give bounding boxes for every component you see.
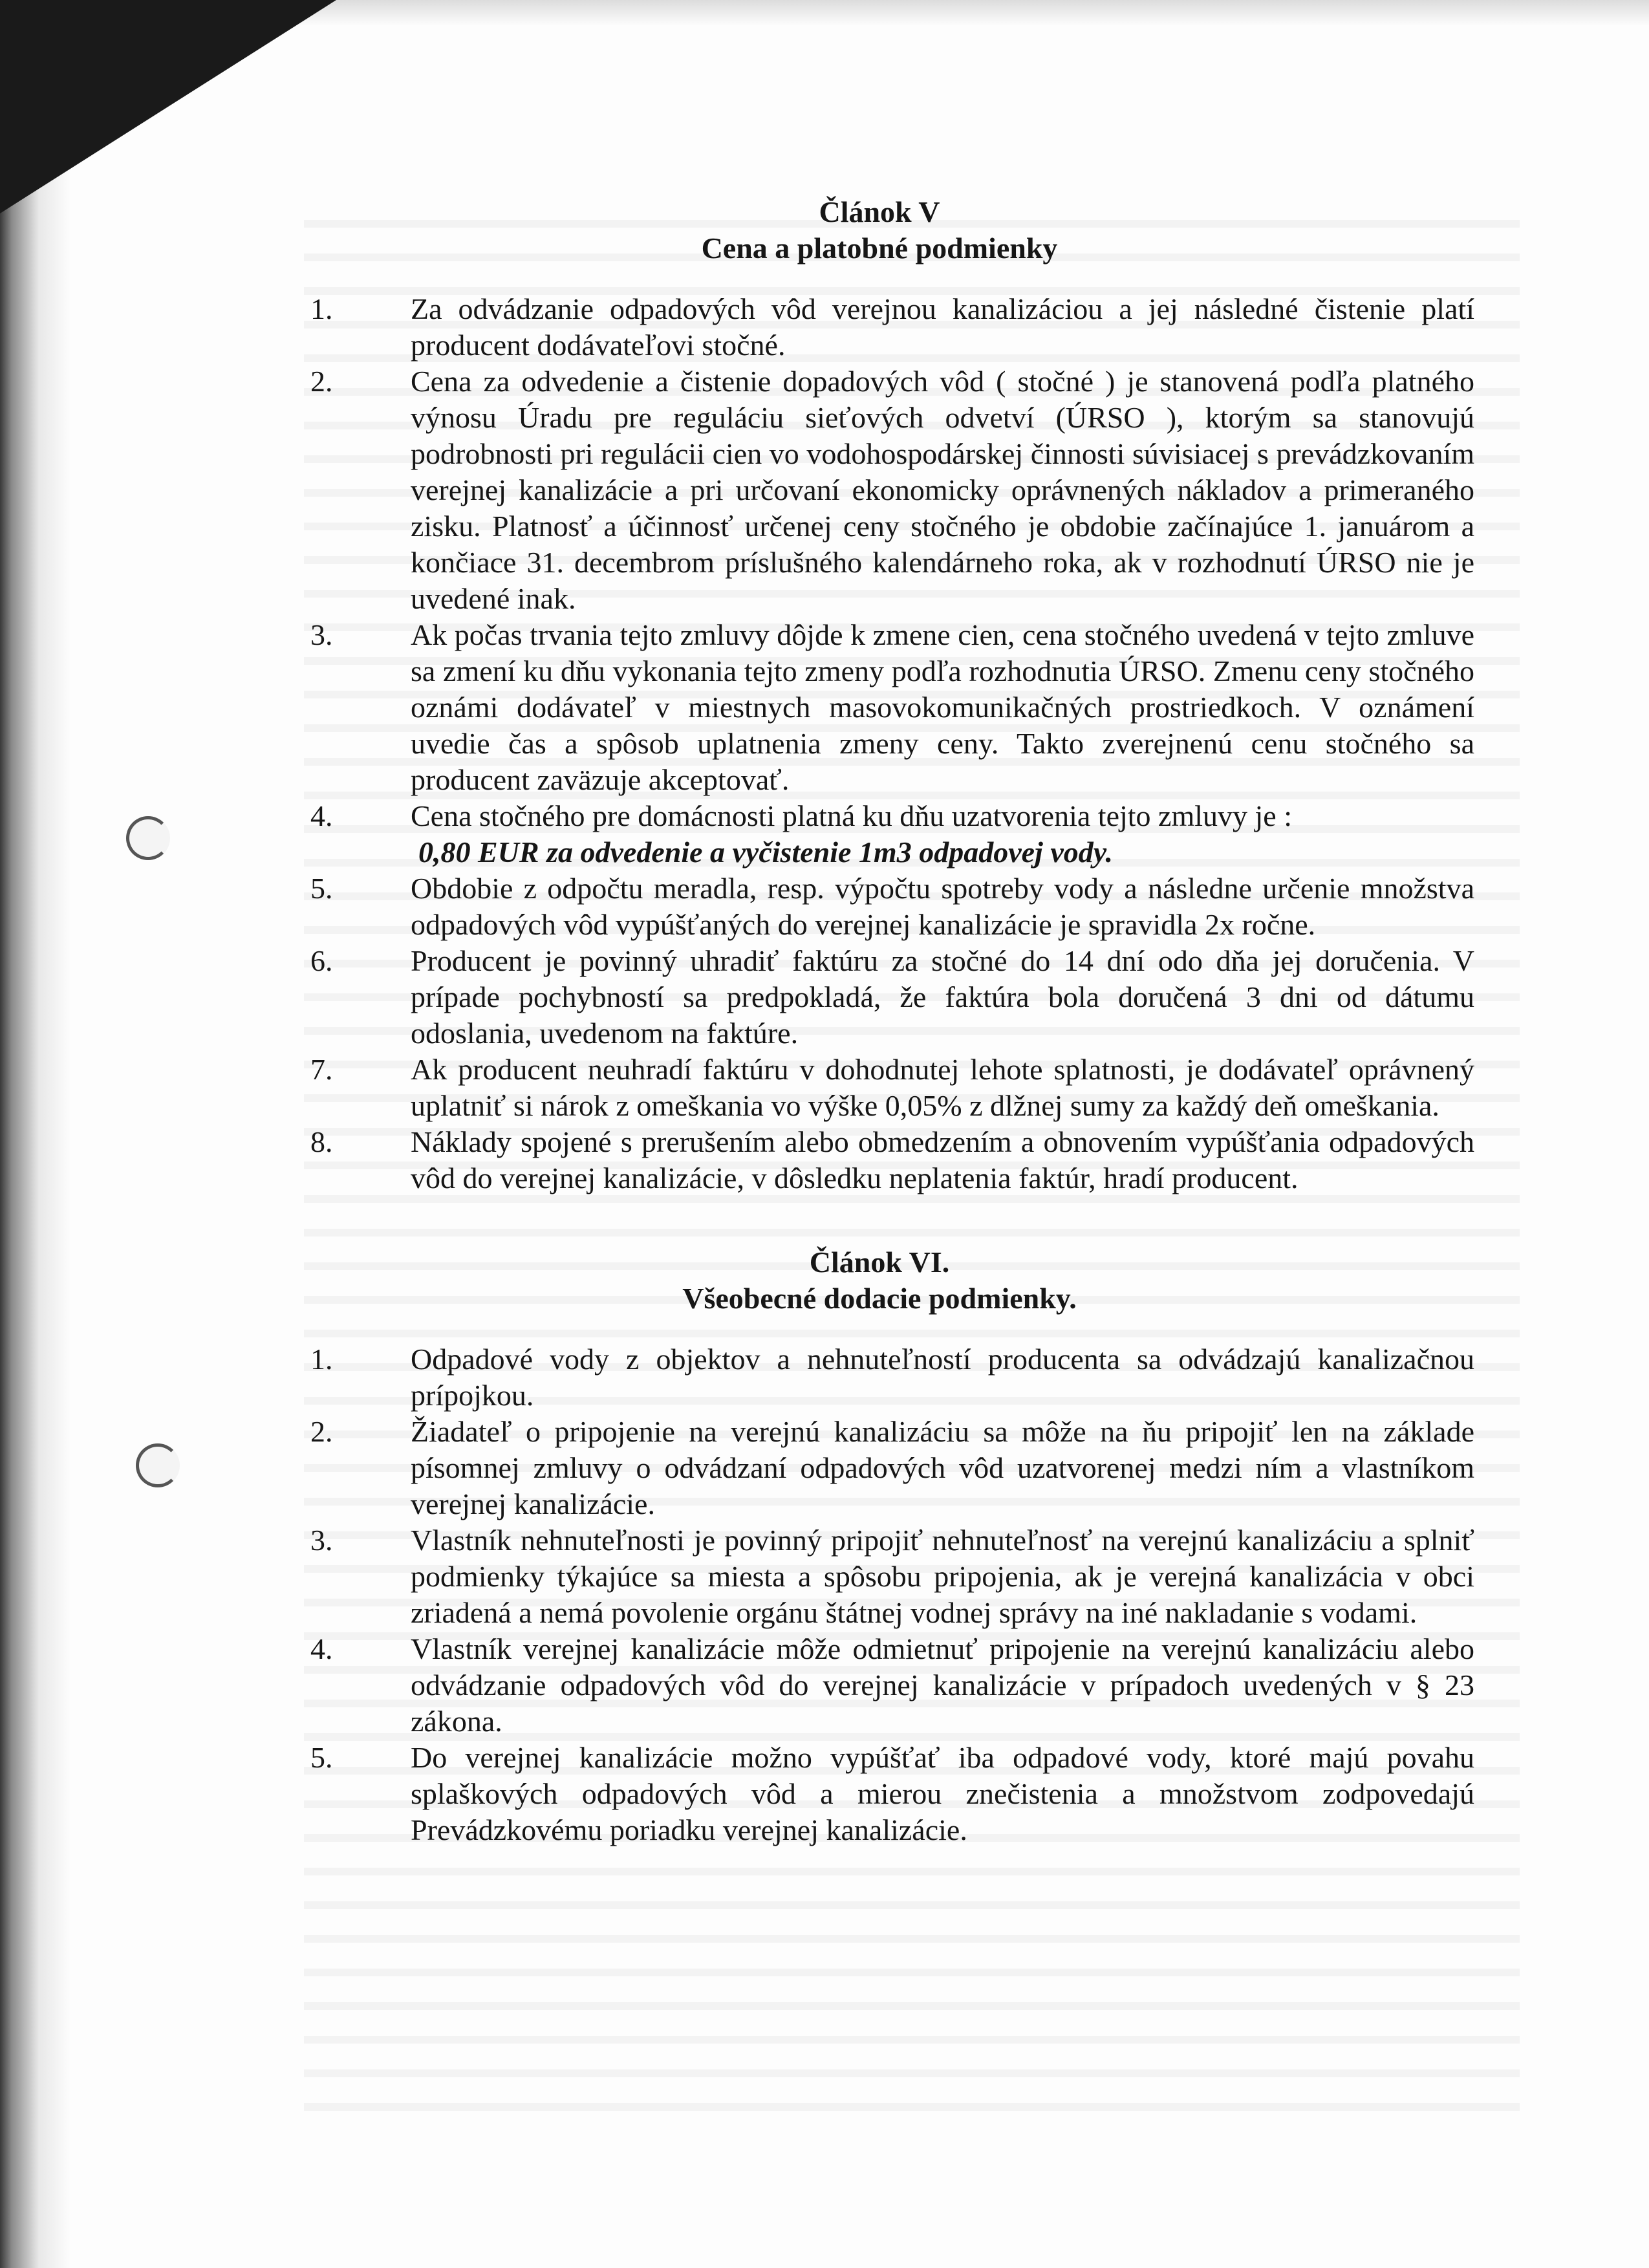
clause-item <box>285 870 1474 943</box>
article-5-clauses <box>285 291 1474 1196</box>
clause-item <box>285 1124 1474 1196</box>
clause-text: Obdobie z odpočtu meradla, resp. výpočtu spotreby vody a následne určenie množstva odpadových vôd vypúšťaných do verejnej kanalizácie je spravidla 2x ročne. <box>411 872 1474 941</box>
clause-item <box>285 1631 1474 1740</box>
punch-hole-icon <box>126 816 170 860</box>
article-5-subtitle: Cena a platobné podmienky <box>701 232 1058 265</box>
price-statement: 0,80 EUR za odvedenie a vyčistenie 1m3 odpadovej vody. <box>418 836 1113 869</box>
clause-text: Cena stočného pre domácnosti platná ku dňu uzatvorenia tejto zmluvy je : <box>411 799 1292 832</box>
clause-item <box>285 1052 1474 1124</box>
clause-number: 5. <box>310 872 333 905</box>
punch-hole-icon <box>136 1443 180 1487</box>
clause-item <box>285 363 1474 617</box>
clause-item <box>285 1414 1474 1522</box>
clause-text: Žiadateľ o pripojenie na verejnú kanalizáciu sa môže na ňu pripojiť len na základe písomnej zmluvy o odvádzaní odpadových vôd uzatvorenej medzi ním a vlastníkom verejnej kanalizácie. <box>411 1415 1474 1520</box>
clause-number: 3. <box>310 1524 333 1557</box>
article-6-clauses <box>285 1341 1474 1848</box>
clause-text: Producent je povinný uhradiť faktúru za stočné do 14 dní odo dňa jej doručenia. V prípade pochybností sa predpokladá, že faktúra bola doručená 3 dni od dátumu odoslania, uvedenom na faktúre. <box>411 944 1474 1050</box>
clause-text: Vlastník nehnuteľnosti je povinný pripojiť nehnuteľnosť na verejnú kanalizáciu a splniť podmienky týkajúce sa miesta a spôsobu pripojenia, ak je verejná kanalizácia v obci zriadená a nemá povolenie orgánu štátnej vodnej správy na iné nakladanie s vodami. <box>411 1524 1474 1629</box>
scan-shadow-left <box>0 0 71 2268</box>
article-6-subtitle: Všeobecné dodacie podmienky. <box>682 1282 1077 1315</box>
article-6-heading <box>285 1244 1474 1317</box>
clause-number: 1. <box>310 292 333 325</box>
clause-number: 8. <box>310 1125 333 1158</box>
clause-item <box>285 798 1474 870</box>
clause-number: 4. <box>310 799 333 832</box>
clause-text: Odpadové vody z objektov a nehnuteľností producenta sa odvádzajú kanalizačnou prípojkou. <box>411 1343 1474 1412</box>
clause-number: 3. <box>310 618 333 651</box>
article-6-title: Článok VI. <box>809 1246 950 1279</box>
clause-item <box>285 617 1474 798</box>
clause-item <box>285 943 1474 1052</box>
clause-number: 7. <box>310 1053 333 1086</box>
clause-text: Do verejnej kanalizácie možno vypúšťať iba odpadové vody, ktoré majú povahu splaškových odpadových vôd a mierou znečistenia a množstvom zodpovedajú Prevádzkovému poriadku verejnej kanalizácie. <box>411 1741 1474 1846</box>
clause-number: 2. <box>310 365 333 398</box>
clause-text: Vlastník verejnej kanalizácie môže odmietnuť pripojenie na verejnú kanalizáciu alebo odvádzanie odpadových vôd do verejnej kanalizácie v prípadoch uvedených v § 23 zákona. <box>411 1632 1474 1738</box>
clause-text: Ak producent neuhradí faktúru v dohodnutej lehote splatnosti, je dodávateľ oprávnený uplatniť si nárok z omeškania vo výške 0,05% z dlžnej sumy za každý deň omeškania. <box>411 1053 1474 1122</box>
clause-text: Cena za odvedenie a čistenie dopadových vôd ( stočné ) je stanovená podľa platného výnosu Úradu pre reguláciu sieťových odvetví (ÚRSO ), ktorým sa stanovujú podrobnosti pri regulácii cien vo vodohospodárskej činnosti súvisiacej s prevádzkovaním verejnej kanalizácie a pri určovaní ekonomicky oprávnených nákladov a primeraného zisku. Platnosť a účinnosť určenej ceny stočného je obdobie začínajúce 1. januárom a končiace 31. decembrom príslušného kalendárneho roka, ak v rozhodnutí ÚRSO nie je uvedené inak. <box>411 365 1474 615</box>
clause-text: Náklady spojené s prerušením alebo obmedzením a obnovením vypúšťania odpadových vôd do verejnej kanalizácie, v dôsledku neplatenia faktúr, hradí producent. <box>411 1125 1474 1194</box>
clause-text: Za odvádzanie odpadových vôd verejnou kanalizáciou a jej následné čistenie platí producent dodávateľovi stočné. <box>411 292 1474 362</box>
clause-number: 2. <box>310 1415 333 1448</box>
scan-corner-shadow <box>0 0 336 213</box>
clause-text: Ak počas trvania tejto zmluvy dôjde k zmene cien, cena stočného uvedená v tejto zmluve sa zmení ku dňu vykonania tejto zmeny podľa rozhodnutia ÚRSO. Zmenu ceny stočného oznámi dodávateľ v miestnych masovokomunikačných prostriedkoch. V oznámení uvedie čas a spôsob uplatnenia zmeny ceny. Takto zverejnenú cenu stočného sa producent zaväzuje akceptovať. <box>411 618 1474 796</box>
clause-item <box>285 1522 1474 1631</box>
article-5-title: Článok V <box>819 195 940 228</box>
clause-number: 1. <box>310 1343 333 1376</box>
clause-number: 4. <box>310 1632 333 1665</box>
clause-number: 6. <box>310 944 333 977</box>
document-body <box>285 194 1474 1848</box>
article-5-heading <box>285 194 1474 266</box>
clause-item <box>285 291 1474 363</box>
clause-number: 5. <box>310 1741 333 1774</box>
clause-item <box>285 1341 1474 1414</box>
clause-item <box>285 1740 1474 1848</box>
